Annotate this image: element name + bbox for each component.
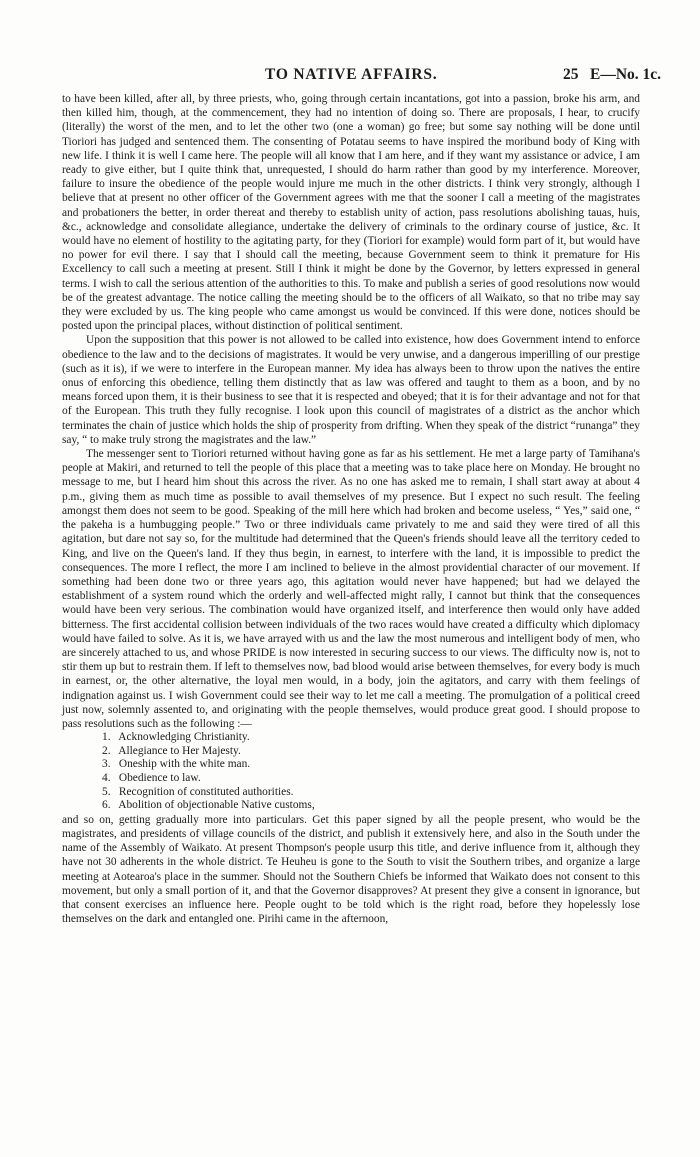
list-item-number: 2. <box>102 744 111 757</box>
list-item-number: 4. <box>102 771 111 784</box>
resolutions-list <box>62 731 640 813</box>
paragraph-2: Upon the supposition that this power is not allowed to be called into existence, how does Government intend to enforce obedience to the law and to the decisions of magistrates. It would be very unwise, and a dangerous imperilling of our prestige (such as it is), if we were to interfere in the European manner. My idea has always been to throw upon the natives the entire onus of enforcing this obedience, telling them distinctly that as law was offered and taught to them as a boon, and by no means forced upon them, it is their business to see that it is respected and obeyed; that it is for their advantage and not for that of the European. This truth they fully recognise. I look upon this council of magistrates of a district as the anchor which terminates the chain of justice which holds the ship of prosperity from drifting. When they speak of the district “runanga” they say, “ to make truly strong the magistrates and the law.” <box>62 334 640 446</box>
paragraph-1: to have been killed, after all, by three priests, who, going through certain incantations, got into a passion, broke his arm, and then killed him, though, at the commencement, they had no intention of doing so. There are proposals, I hear, to crucify (literally) the worst of the men, and to let the other two (one a woman) go free; but some say nothing will be done until Tioriori has judged and sentenced them. The consenting of Potatau seems to have inspired the moribund body of King with new life. I think it is well I came here. The people will all know that I am here, and if they want my assistance or advice, I am ready to give either, but I quite think that, unrequested, I should do harm rather than good by my interference. Moreover, failure to insure the obedience of the people would injure me much in the other districts. I think very strongly, although I believe that at present no other officer of the Government agrees with me that the sooner I call a meeting of the magistrates and probationers the better, in order thereat and thereby to establish unity of action, pass resolutions abolishing tauas, huis, &c., acknowledge and consolidate allegiance, undertake the delivery of criminals to the ordinary course of justice, &c. It would have no element of hostility to the agitating party, for they (Tioriori for example) would form part of it, but would have no power for evil there. I say that I should call the meeting, because Government seem to think it premature for His Excellency to call such a meeting at present. Still I think it might be done by the Governor, by letters expressed in general terms. I wish to call the serious attention of the authorities to this. To make and publish a series of good resolutions now would be of the greatest advantage. The notice calling the meeting should be to the officers of all Waikato, so that no tribe may say they were excluded by us. The king people who came amongst us would be convinced. If this were done, notices should be posted upon the principal places, without distinction of political sentiment. <box>62 93 640 333</box>
page-title: TO NATIVE AFFAIRS. <box>265 66 438 83</box>
list-item <box>102 772 640 786</box>
list-item <box>102 799 640 813</box>
list-item-text: Abolition of objectionable Native customs, <box>118 799 315 812</box>
list-item <box>102 758 640 772</box>
page-number: 25 <box>563 66 579 83</box>
list-item-number: 6. <box>102 799 111 812</box>
list-item <box>102 731 640 745</box>
list-item-text: Oneship with the white man. <box>118 758 251 771</box>
list-item-text: Obedience to law. <box>118 771 201 784</box>
document-reference: E—No. 1c. <box>590 66 662 83</box>
list-item <box>102 745 640 759</box>
list-item <box>102 786 640 800</box>
list-item-text: Acknowledging Christianity. <box>118 731 250 744</box>
paragraph-3: The messenger sent to Tioriori returned without having gone as far as his settlement. He met a large party of Tamihana's people at Makiri, and returned to tell the people of this place that a meeting was to take place here on Monday. He brought no message to me, but I heard him shout this across the river. As no one has asked me to remain, I shall start away at about 4 p.m., giving them as much time as possible to avail themselves of my presence. But I expect no such result. The feeling amongst them does not seem to be good. Speaking of the mill here which had broken and become useless, “ Yes,” said one, “ the pakeha is a humbugging people.” Two or three individuals came privately to me and said they were tired of all this agitation, but dare not say so, for the multitude had determined that the Queen's friends should leave all the territory ceded to King, and live on the Queen's land. If they thus begin, in earnest, to interfere with the land, it is impossible to predict the consequences. The more I reflect, the more I am inclined to believe in the almost providential character of our movement. If something had been done two or three years ago, this agitation would never have happened; but had we delayed the establishment of a system round which the orderly and well-affected might rally, I cannot but think that the consequences would have been very serious. The combination would have organized itself, and interference then would only have added bitterness. The first accidental collision between individuals of the two races would have created a difficulty which diplomacy would have failed to solve. As it is, we have arrayed with us and the law the most numerous and intelligent body of men, who are sincerely attached to us, and whose PRIDE is now interested in securing success to our views. The difficulty now is, not to stir them up but to restrain them. If left to themselves now, bad blood would arise between themselves, for every body is much in earnest, or, the other alternative, the loyal men would, in a body, join the agitators, and carry with them feelings of indignation against us. I wish Government could see their way to let me call a meeting. The promulgation of a political creed just now, solemnly assented to, and originating with the people themselves, would produce great good. I should propose to pass resolutions such as the following :— <box>62 448 640 730</box>
list-item-number: 1. <box>102 731 111 744</box>
list-item-text: Recognition of constituted authorities. <box>118 785 294 798</box>
body-text <box>62 92 640 926</box>
page-header <box>60 66 670 86</box>
list-item-number: 3. <box>102 758 111 771</box>
closing-paragraph: and so on, getting gradually more into particulars. Get this paper signed by all the people present, who would be the magistrates, and presidents of village councils of the district, and publish it extensively here, and also in the South under the name of the Assembly of Waikato. At present Thompson's people usurp this title, and derive influence from it, although they have not 30 adherents in the whole district. Te Heuheu is gone to the South to visit the Southern tribes, and organize a large meeting at Aotearoa's place in the summer. Should not the Southern Chiefs be informed that Waikato does not consent to this movement, but only a small portion of it, and that the Governor disapproves? At present they give a consent in ignorance, but that consent exercises an influence here. People ought to be told which is the right road, before they hopelessly lose themselves on the dark and entangled one. Pirihi came in the afternoon, <box>62 813 640 926</box>
list-item-number: 5. <box>102 785 111 798</box>
list-item-text: Allegiance to Her Majesty. <box>118 744 241 757</box>
